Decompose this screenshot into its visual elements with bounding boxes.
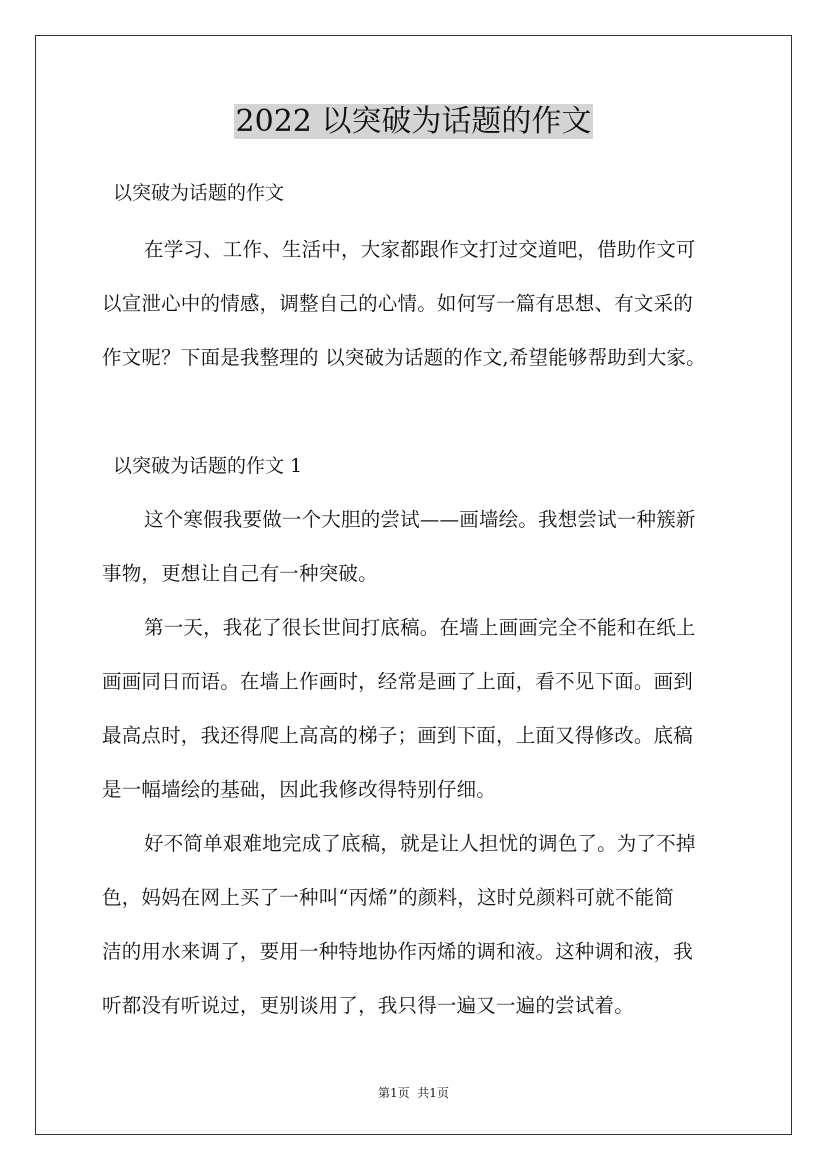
essay-line: 好不简单艰难地完成了底稿，就是让人担忧的调色了。为了不掉 <box>144 832 696 855</box>
subtitle: 以突破为话题的作文 <box>113 182 285 204</box>
document-title-text: 2022 以突破为话题的作文 <box>235 104 592 139</box>
essay-line: 听都没有听说过，更别谈用了，我只得一遍又一遍的尝试着。 <box>102 994 634 1017</box>
essay-line: 这个寒假我要做一个大胆的尝试——画墙绘。我想尝试一种簇新 <box>144 508 696 531</box>
essay-line: 画画同日而语。在墙上作画时，经常是画了上面，看不见下面。画到 <box>102 670 694 693</box>
essay-line: 事物，更想让自己有一种突破。 <box>102 562 378 585</box>
intro-line: 以宣泄心中的情感，调整自己的心情。如何写一篇有思想、有文采的 <box>102 292 694 315</box>
essay-line: 最高点时，我还得爬上高高的梯子；画到下面，上面又得修改。底稿 <box>102 724 694 747</box>
essay-line: 色，妈妈在网上买了一种叫“丙烯”的颜料，这时兑颜料可就不能简 <box>102 886 674 909</box>
essay-line: 洁的用水来调了，要用一种特地协作丙烯的调和液。这种调和液，我 <box>102 940 694 963</box>
essay-line: 第一天，我花了很长世间打底稿。在墙上画画完全不能和在纸上 <box>144 616 696 639</box>
document-title <box>0 100 827 144</box>
intro-line: 在学习、工作、生活中，大家都跟作文打过交道吧，借助作文可 <box>144 238 696 261</box>
essay-line: 是一幅墙绘的基础，因此我修改得特别仔细。 <box>102 778 497 801</box>
page-footer: 第1页 共1页 <box>378 1086 449 1100</box>
intro-line: 作文呢？下面是我整理的 以突破为话题的作文,希望能够帮助到大家。 <box>102 346 706 369</box>
essay-heading: 以突破为话题的作文 1 <box>113 455 303 477</box>
